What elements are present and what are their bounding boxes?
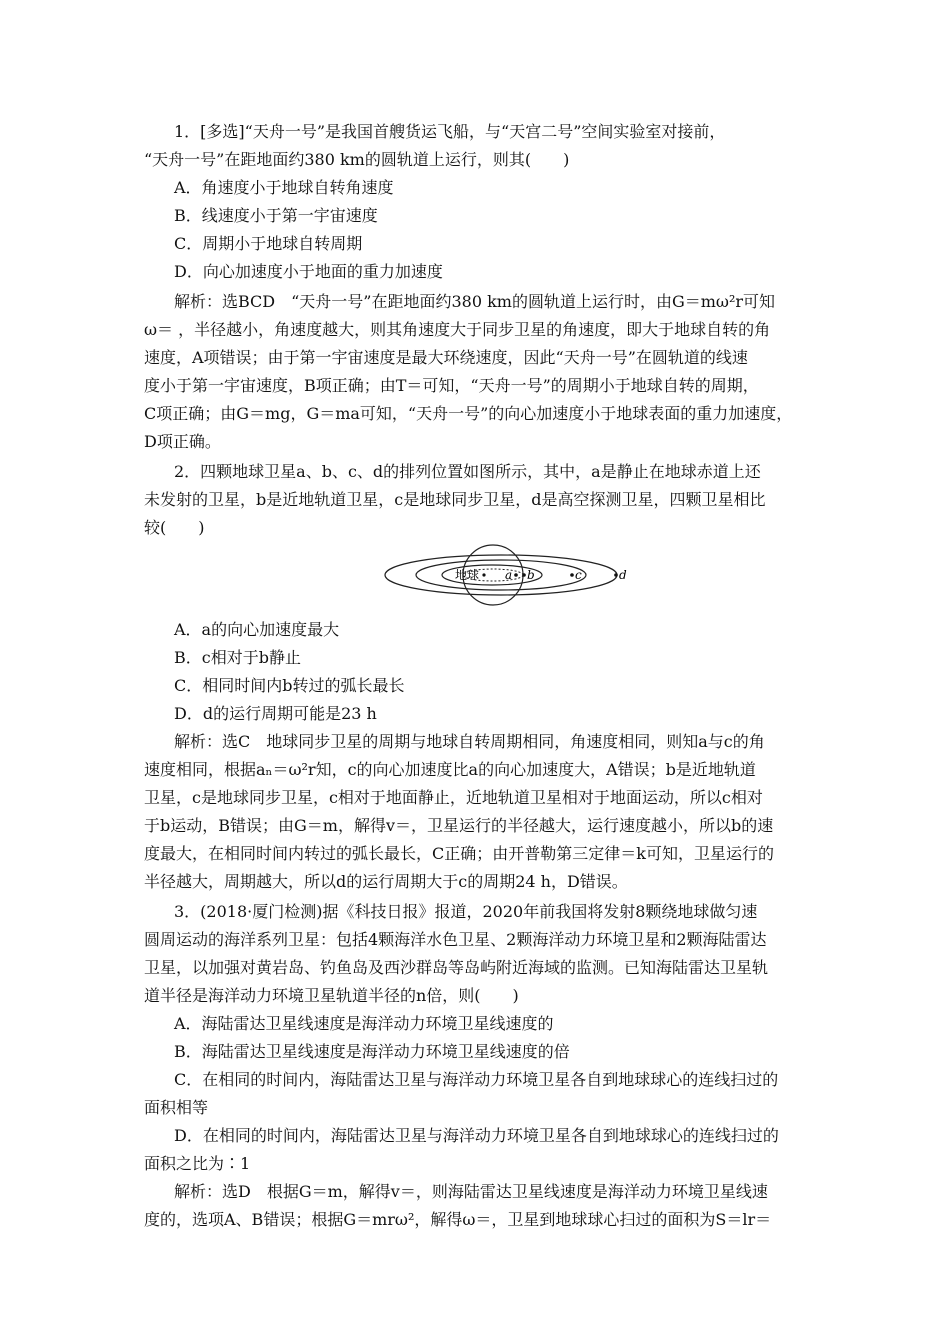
q2-analysis-line-4: 于b运动，B错误；由G＝m，解得v＝，卫星运行的半径越大，运行速度越小，所以b的速: [144, 816, 774, 835]
satellite-c-dot: [570, 573, 574, 577]
q1-option-a: A．角速度小于地球自转角速度: [174, 178, 394, 197]
q2-option-d: D．d的运行周期可能是23 h: [174, 704, 377, 723]
satellite-a-dot: [514, 573, 518, 577]
q3-option-c-line-1: C．在相同的时间内，海陆雷达卫星与海洋动力环境卫星各自到地球球心的连线扫过的: [174, 1070, 779, 1089]
q2-option-b: B．c相对于b静止: [174, 648, 301, 667]
q2-stem-line-1: 2．四颗地球卫星a、b、c、d的排列位置如图所示，其中，a是静止在地球赤道上还: [174, 462, 761, 481]
q1-analysis-line-1: 解析：选BCD “天舟一号”在距地面约380 km的圆轨道上运行时，由G＝mω²r可知: [174, 292, 776, 311]
q2-analysis-line-6: 半径越大，周期越大，所以d的运行周期大于c的周期24 h，D错误。: [144, 872, 628, 891]
q3-stem-line-4: 道半径是海洋动力环境卫星轨道半径的n倍，则( ): [144, 986, 519, 1005]
q3-option-d-line-1: D．在相同的时间内，海陆雷达卫星与海洋动力环境卫星各自到地球球心的连线扫过的: [174, 1126, 779, 1145]
orbit-d: [385, 555, 617, 595]
q2-option-a: A．a的向心加速度最大: [174, 620, 340, 639]
q1-analysis-line-2: ω＝ ，半径越小，角速度越大，则其角速度大于同步卫星的角速度，即大于地球自转的角: [144, 320, 771, 339]
earth-label: 地球: [455, 568, 480, 582]
q2-analysis-line-1: 解析：选C 地球同步卫星的周期与地球自转周期相同，角速度相同，则知a与c的角: [174, 732, 765, 751]
q3-stem-line-2: 圆周运动的海洋系列卫星：包括4颗海洋水色卫星、2颗海洋动力环境卫星和2颗海陆雷达: [144, 930, 767, 949]
q3-analysis-line-2: 度的，选项A、B错误；根据G＝mrω²，解得ω＝，卫星到地球球心扫过的面积为S＝lr＝: [144, 1210, 772, 1229]
q1-option-c: C．周期小于地球自转周期: [174, 234, 363, 253]
q2-stem-line-2: 未发射的卫星，b是近地轨道卫星，c是地球同步卫星，d是高空探测卫星，四颗卫星相比: [144, 490, 766, 509]
q2-analysis-line-3: 卫星，c是地球同步卫星，c相对于地面静止，近地轨道卫星相对于地面运动，所以c相对: [144, 788, 763, 807]
earth-center-dot: [482, 573, 485, 576]
q3-option-b: B．海陆雷达卫星线速度是海洋动力环境卫星线速度的倍: [174, 1042, 570, 1061]
q2-stem-line-3: 较( ): [144, 518, 205, 537]
label-c: c: [575, 568, 582, 582]
q1-option-b: B．线速度小于第一宇宙速度: [174, 206, 378, 225]
q1-stem-line-2: “天舟一号”在距地面约380 km的圆轨道上运行，则其( ): [144, 150, 570, 169]
q3-stem-line-1: 3．(2018·厦门检测)据《科技日报》报道，2020年前我国将发射8颗绕地球做匀速: [174, 902, 758, 921]
satellite-b-dot: [522, 573, 526, 577]
q2-analysis-line-2: 速度相同，根据aₙ＝ω²r知，c的向心加速度比a的向心加速度大，A错误；b是近地轨道: [144, 760, 756, 779]
q1-analysis-line-3: 速度，A项错误；由于第一宇宙速度是最大环绕速度，因此“天舟一号”在圆轨道的线速: [144, 348, 748, 367]
q3-option-a: A．海陆雷达卫星线速度是海洋动力环境卫星线速度的: [174, 1014, 554, 1033]
q1-analysis-line-5: C项正确；由G＝mg，G＝ma可知，“天舟一号”的向心加速度小于地球表面的重力加速度，: [144, 404, 793, 423]
q2-analysis-line-5: 度最大，在相同时间内转过的弧长最长，C正确；由开普勒第三定律＝k可知，卫星运行的: [144, 844, 774, 863]
label-d: d: [619, 568, 627, 582]
orbit-diagram: [381, 544, 637, 606]
label-b: b: [527, 568, 535, 582]
q3-option-d-line-2: 面积之比为∶1: [144, 1154, 251, 1173]
q3-analysis-line-1: 解析：选D 根据G＝m，解得v＝，则海陆雷达卫星线速度是海洋动力环境卫星线速: [174, 1182, 768, 1201]
q2-option-c: C．相同时间内b转过的弧长最长: [174, 676, 405, 695]
q3-option-c-line-2: 面积相等: [144, 1098, 209, 1117]
q1-stem-line-1: 1．[多选]“天舟一号”是我国首艘货运飞船，与“天宫二号”空间实验室对接前，: [174, 122, 726, 141]
q3-stem-line-3: 卫星，以加强对黄岩岛、钓鱼岛及西沙群岛等岛屿附近海域的监测。已知海陆雷达卫星轨: [144, 958, 769, 977]
label-a: a: [505, 568, 513, 582]
satellite-d-dot: [614, 573, 618, 577]
q1-analysis-line-4: 度小于第一宇宙速度，B项正确；由T＝可知，“天舟一号”的周期小于地球自转的周期，: [144, 376, 759, 395]
q1-option-d: D．向心加速度小于地面的重力加速度: [174, 262, 443, 281]
q1-analysis-line-6: D项正确。: [144, 432, 221, 451]
